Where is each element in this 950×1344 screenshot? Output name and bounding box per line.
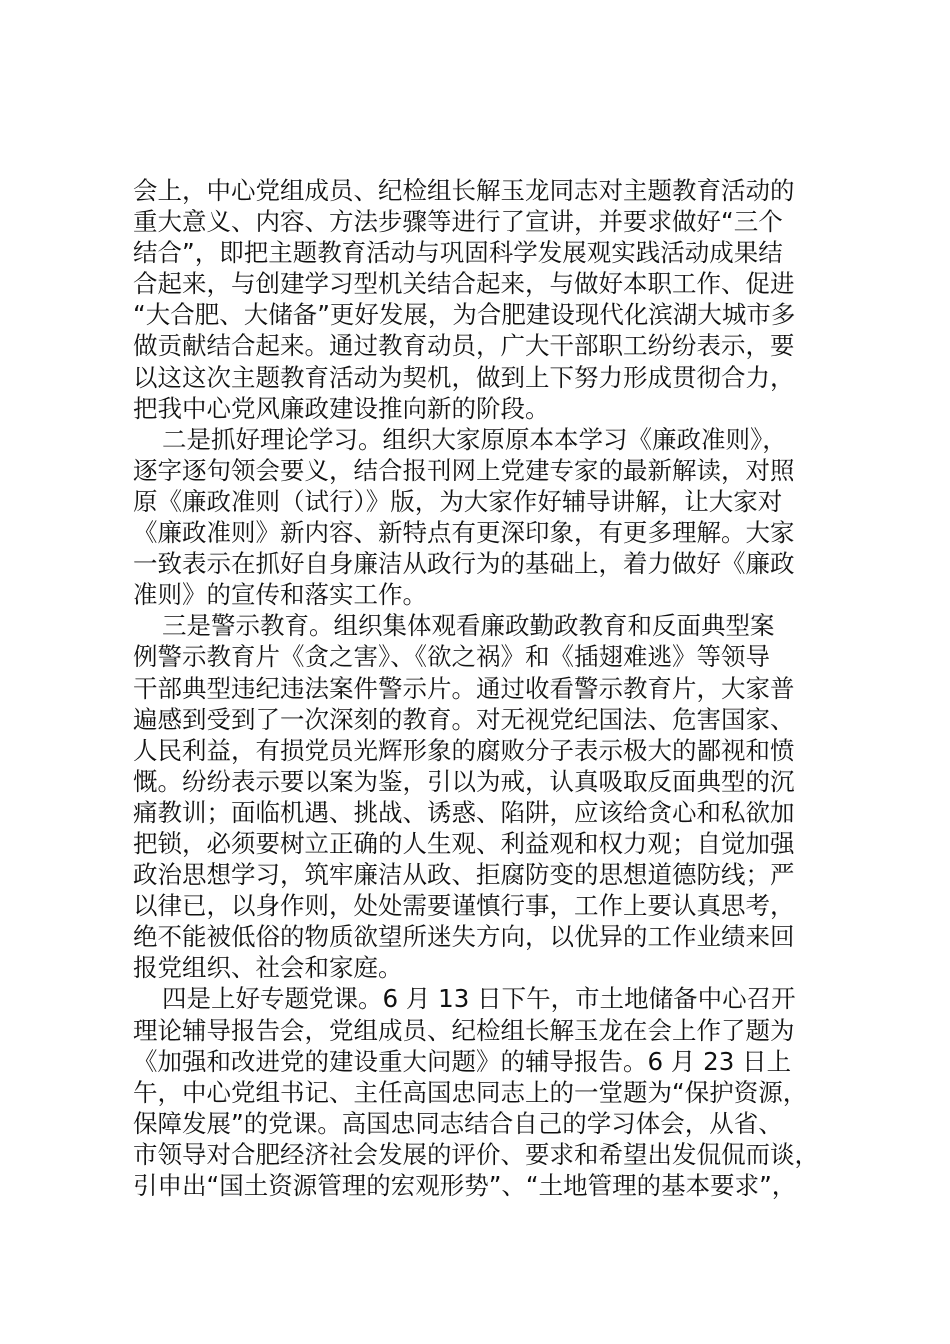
paragraph-start-line: 三是警示教育。组织集体观看廉政勤政教育和反面典型案 — [162, 611, 775, 641]
text-line: 绝不能被低俗的物质欲望所迷失方向，以优异的工作业绩来回 — [133, 922, 795, 952]
text-line: 慨。纷纷表示要以案为鉴，引以为戒，认真吸取反面典型的沉 — [133, 766, 795, 796]
text-line: 做贡献结合起来。通过教育动员，广大干部职工纷纷表示，要 — [133, 331, 795, 361]
text-line: 一致表示在抓好自身廉洁从政行为的基础上，着力做好《廉政 — [133, 549, 795, 579]
text-line: 市领导对合肥经济社会发展的评价、要求和希望出发侃侃而谈， — [133, 1139, 819, 1169]
text-line: 痛教训；面临机遇、挑战、诱惑、陷阱，应该给贪心和私欲加 — [133, 797, 795, 827]
body-text — [133, 175, 833, 1201]
text-line: 理论辅导报告会，党组成员、纪检组长解玉龙在会上作了题为 — [133, 1015, 795, 1045]
text-line: 引申出“国土资源管理的宏观形势”、“土地管理的基本要求”， — [133, 1171, 797, 1200]
text-line: 以律已，以身作则，处处需要谨慎行事，工作上要认真思考， — [133, 891, 795, 921]
text-line: 午，中心党组书记、主任高国忠同志上的一堂题为“保护资源， — [133, 1077, 808, 1107]
text-line: 干部典型违纪违法案件警示片。通过收看警示教育片，大家普 — [133, 673, 795, 703]
text-line: 合起来，与创建学习型机关结合起来，与做好本职工作、促进 — [133, 269, 795, 299]
text-line: 以这这次主题教育活动为契机，做到上下努力形成贯彻合力， — [133, 362, 795, 392]
text-line: 报党组织、社会和家庭。 — [133, 953, 403, 983]
text-line: 人民利益，有损党员光辉形象的腐败分子表示极大的鄙视和愤 — [133, 735, 795, 765]
paragraph-start-line: 四是上好专题党课。6 月 13 日下午，市土地储备中心召开 — [162, 984, 796, 1014]
text-line: 逐字逐句领会要义，结合报刊网上党建专家的最新解读，对照 — [133, 455, 795, 485]
text-line: 遍感到受到了一次深刻的教育。对无视党纪国法、危害国家、 — [133, 704, 795, 734]
text-line: “大合肥、大储备”更好发展，为合肥建设现代化滨湖大城市多 — [133, 300, 796, 330]
text-line: 《廉政准则》新内容、新特点有更深印象，有更多理解。大家 — [133, 518, 795, 548]
text-line: 《加强和改进党的建设重大问题》的辅导报告。6 月 23 日上 — [133, 1046, 792, 1076]
text-line: 结合”，即把主题教育活动与巩固科学发展观实践活动成果结 — [133, 238, 783, 268]
text-line: 把我中心党风廉政建设推向新的阶段。 — [133, 393, 550, 423]
text-line: 重大意义、内容、方法步骤等进行了宣讲，并要求做好“三个 — [133, 207, 783, 237]
text-line: 准则》的宣传和落实工作。 — [133, 580, 427, 610]
text-line: 原《廉政准则（试行）》版，为大家作好辅导讲解，让大家对 — [133, 486, 783, 516]
text-line: 会上，中心党组成员、纪检组长解玉龙同志对主题教育活动的 — [133, 176, 795, 205]
text-line: 把锁，必须要树立正确的人生观、利益观和权力观；自觉加强 — [133, 828, 795, 858]
text-line: 政治思想学习，筑牢廉洁从政、拒腐防变的思想道德防线；严 — [133, 860, 795, 890]
text-line: 保障发展”的党课。高国忠同志结合自己的学习体会，从省、 — [133, 1108, 783, 1138]
paragraph-start-line: 二是抓好理论学习。组织大家原原本本学习《廉政准则》， — [162, 424, 787, 454]
text-line: 例警示教育片《贪之害》、《欲之祸》和《插翅难逃》等领导 — [133, 642, 770, 672]
